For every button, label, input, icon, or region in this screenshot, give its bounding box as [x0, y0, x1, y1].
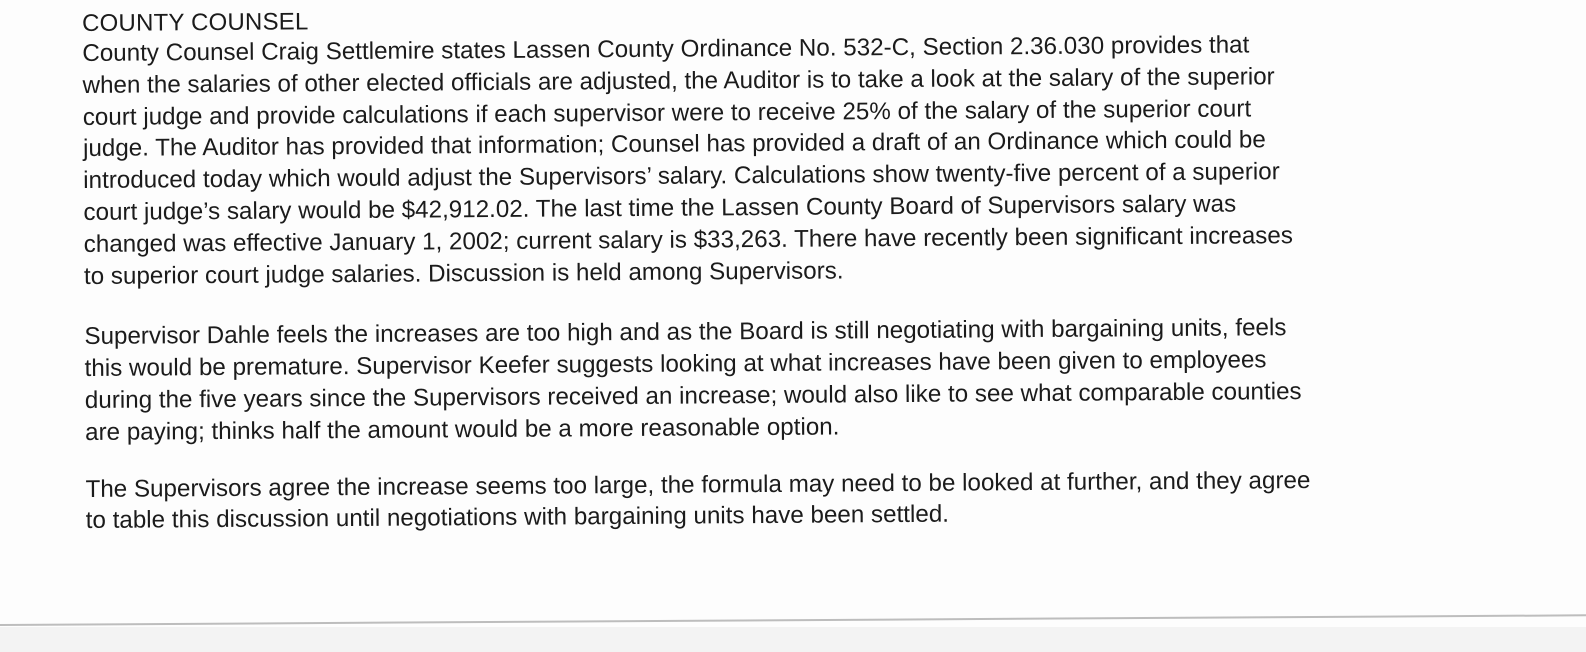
- text-line: The Supervisors agree the increase seems too large, the formula may need to be looked at further, and they agree: [85, 466, 1311, 503]
- text-line: are paying; thinks half the amount would be a more reasonable option.: [84, 413, 840, 446]
- text-line: introduced today which would adjust the Supervisors’ salary. Calculations show twenty-five percent of a superior: [83, 158, 1280, 195]
- section-heading: COUNTY COUNSEL: [82, 8, 309, 37]
- paragraph-board-decision: [85, 463, 1515, 537]
- document-body: [82, 0, 1516, 537]
- text-line: court judge and provide calculations if each supervisor were to receive 25% of the salary of the superior court: [82, 95, 1252, 131]
- text-line: when the salaries of other elected officials are adjusted, the Auditor is to take a look at the salary of the superior: [82, 63, 1275, 99]
- text-line: Supervisor Dahle feels the increases are too high and as the Board is still negotiating with bargaining units, feels: [84, 314, 1287, 351]
- text-line: during the five years since the Supervisors received an increase; would also like to see what comparable counties: [84, 378, 1302, 414]
- paragraph-county-counsel: [82, 28, 1514, 293]
- scan-background: [0, 627, 1586, 652]
- text-line: this would be premature. Supervisor Keefer suggests looking at what increases have been given to employees: [84, 346, 1267, 383]
- text-line: court judge’s salary would be $42,912.02. The last time the Lassen County Board of Supervisors salary was: [83, 190, 1237, 226]
- text-line: County Counsel Craig Settlemire states Lassen County Ordinance No. 532-C, Section 2.36.030 provides that: [82, 31, 1250, 67]
- text-line: changed was effective January 1, 2002; current salary is $33,263. There have recently been significant increases: [83, 221, 1293, 258]
- text-line: to superior court judge salaries. Discussion is held among Supervisors.: [83, 257, 844, 290]
- paragraph-supervisor-comments: [84, 311, 1515, 449]
- text-line: to table this discussion until negotiations with bargaining units have been settled.: [85, 501, 950, 535]
- text-line: judge. The Auditor has provided that information; Counsel has provided a draft of an Ordinance which could be: [82, 126, 1266, 163]
